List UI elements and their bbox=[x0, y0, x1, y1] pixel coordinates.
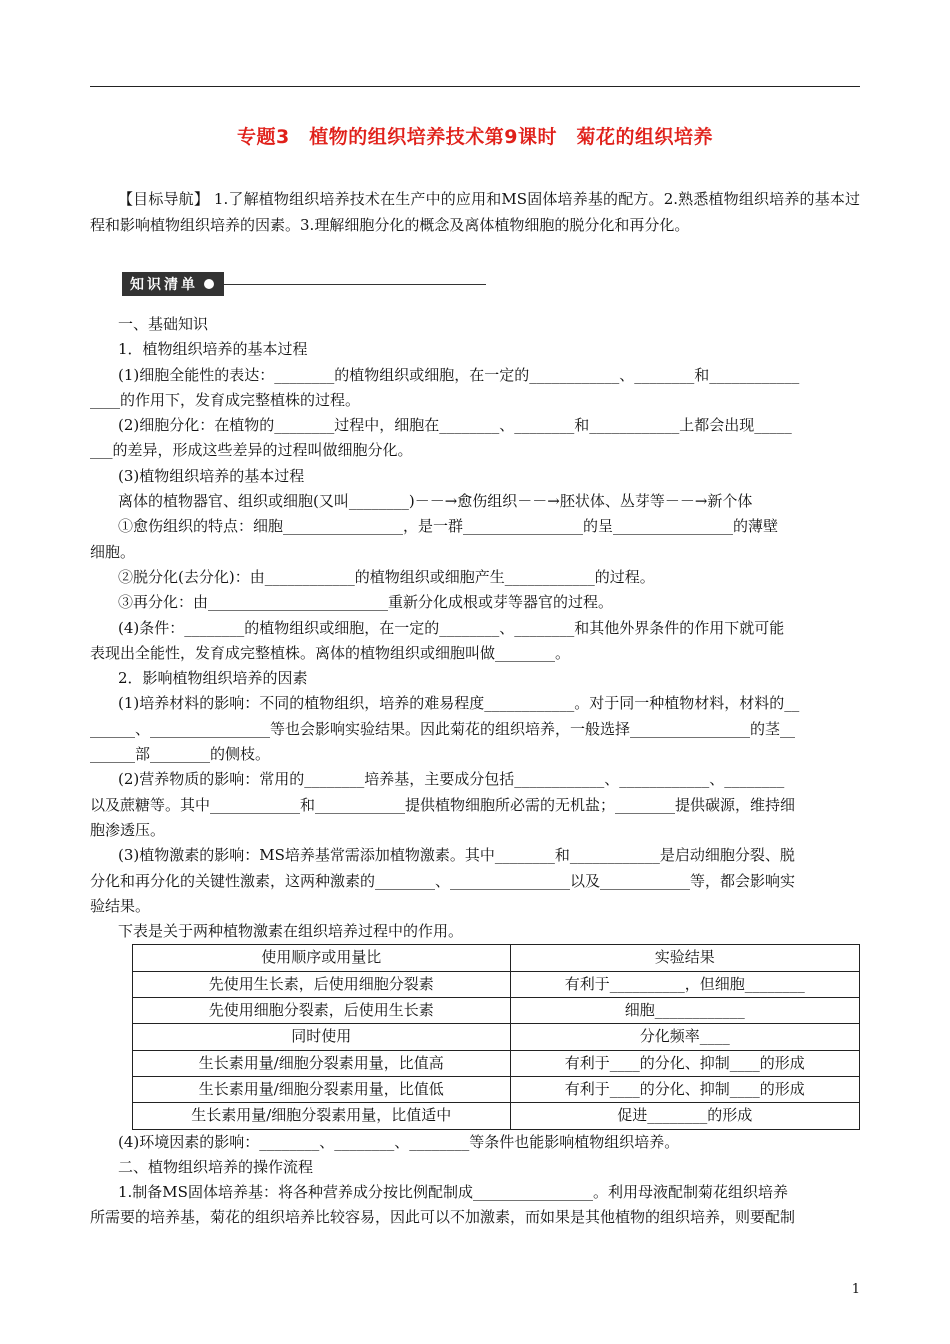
table-cell: 同时使用 bbox=[133, 1024, 511, 1050]
text-line: (1)细胞全能性的表达：________的植物组织或细胞，在一定的____________、________和____________ bbox=[118, 365, 800, 384]
text-line: 一、基础知识 bbox=[118, 315, 209, 333]
table-cell: 生长素用量/细胞分裂素用量，比值低 bbox=[133, 1076, 511, 1102]
text-line: ______、________________等也会影响实验结果。因此菊花的组织培养，一般选择________________的茎__ bbox=[90, 719, 796, 738]
text-line: (3)植物组织培养的基本过程 bbox=[118, 466, 305, 485]
hormone-table bbox=[132, 944, 860, 1129]
table-header-cell: 使用顺序或用量比 bbox=[133, 945, 511, 971]
table-cell: 促进________的形成 bbox=[510, 1103, 859, 1129]
text-line: 分化和再分化的关键性激素，这两种激素的________、________________以及____________等，都会影响实 bbox=[90, 871, 796, 890]
text-line: (4)环境因素的影响：________、________、________等条件也能影响植物组织培养。 bbox=[118, 1132, 680, 1151]
text-line: 以及蔗糖等。其中____________和____________提供植物细胞所必需的无机盐；________提供碳源，维持细 bbox=[90, 795, 796, 814]
table-cell: 细胞____________ bbox=[510, 998, 859, 1024]
text-line: 1．植物组织培养的基本过程 bbox=[118, 340, 308, 359]
table-header-row bbox=[133, 945, 860, 971]
bullet-dot-icon bbox=[204, 279, 214, 289]
text-line: 2．影响植物组织培养的因素 bbox=[118, 669, 308, 688]
goal-paragraph: 【目标导航】 1.了解植物组织培养技术在生产中的应用和MS固体培养基的配方。2.熟悉植物组织培养的基本过程和影响植物组织培养的因素。3.理解细胞分化的概念及离体植物细胞的脱分化和再分化。 bbox=[90, 190, 860, 234]
table-row bbox=[133, 1103, 860, 1129]
text-line: (4)条件：________的植物组织或细胞，在一定的________、________和其他外界条件的作用下就可能 bbox=[118, 618, 785, 637]
text-line: ______部________的侧枝。 bbox=[90, 745, 271, 764]
table-row bbox=[133, 1024, 860, 1050]
table-cell: 先使用细胞分裂素，后使用生长素 bbox=[133, 998, 511, 1024]
text-line: (3)植物激素的影响：MS培养基常需添加植物激素。其中________和____________是启动细胞分裂、脱 bbox=[118, 846, 795, 865]
table-row bbox=[133, 1076, 860, 1102]
table-cell: 有利于____的分化、抑制____的形成 bbox=[510, 1076, 859, 1102]
table-row bbox=[133, 971, 860, 997]
text-line: ③再分化：由________________________重新分化成根或芽等器官的过程。 bbox=[118, 593, 614, 612]
table-cell: 有利于____的分化、抑制____的形成 bbox=[510, 1050, 859, 1076]
text-line: 1.制备MS固体培养基：将各种营养成分按比例配制成________________。利用母液配制菊花组织培养 bbox=[118, 1183, 788, 1202]
table-cell: 先使用生长素，后使用细胞分裂素 bbox=[133, 971, 511, 997]
banner-rule bbox=[224, 284, 486, 285]
text-line: (2)营养物质的影响：常用的________培养基，主要成分包括____________、____________、________ bbox=[118, 770, 785, 789]
text-line: 下表是关于两种植物激素在组织培养过程中的作用。 bbox=[118, 922, 464, 941]
text-line: ____的作用下，发育成完整植株的过程。 bbox=[90, 390, 361, 409]
text-line: 表现出全能性，发育成完整植株。离体的植物组织或细胞叫做________。 bbox=[90, 643, 571, 662]
section-banner bbox=[122, 272, 486, 296]
text-line: ②脱分化(去分化)：由____________的植物组织或细胞产生____________的过程。 bbox=[118, 567, 655, 586]
text-line: 胞渗透压。 bbox=[90, 820, 166, 839]
text-line: ___的差异，形成这些差异的过程叫做细胞分化。 bbox=[90, 441, 413, 460]
text-line: (1)培养材料的影响：不同的植物组织，培养的难易程度____________。对于同一种植物材料，材料的__ bbox=[118, 694, 800, 713]
table-cell: 有利于__________，但细胞________ bbox=[510, 971, 859, 997]
banner-badge bbox=[122, 272, 224, 296]
text-line: 离体的植物器官、组织或细胞(又叫________)－－→愈伤组织－－→胚状体、丛芽等－－→新个体 bbox=[118, 492, 753, 511]
text-line: (2)细胞分化：在植物的________过程中，细胞在________、________和____________上都会出现_____ bbox=[118, 416, 792, 435]
text-line: ①愈伤组织的特点：细胞________________，是一群________________的呈________________的薄壁 bbox=[118, 517, 779, 536]
table-cell: 分化频率____ bbox=[510, 1024, 859, 1050]
banner-label: 知识清单 bbox=[130, 277, 198, 293]
text-line: 所需要的培养基，菊花的组织培养比较容易，因此可以不加激素，而如果是其他植物的组织培养，则要配制 bbox=[90, 1208, 796, 1227]
text-line: 细胞。 bbox=[90, 542, 136, 561]
table-cell: 生长素用量/细胞分裂素用量，比值适中 bbox=[133, 1103, 511, 1129]
page-number: 1 bbox=[851, 1282, 860, 1297]
table-header-cell: 实验结果 bbox=[510, 945, 859, 971]
content-body bbox=[90, 312, 860, 1231]
page-title: 专题3 植物的组织培养技术第9课时 菊花的组织培养 bbox=[237, 126, 713, 148]
header-rule bbox=[90, 86, 860, 87]
table-row bbox=[133, 998, 860, 1024]
table-row bbox=[133, 1050, 860, 1076]
text-line: 验结果。 bbox=[90, 896, 151, 915]
text-line: 二、植物组织培养的操作流程 bbox=[118, 1157, 314, 1176]
table-cell: 生长素用量/细胞分裂素用量，比值高 bbox=[133, 1050, 511, 1076]
